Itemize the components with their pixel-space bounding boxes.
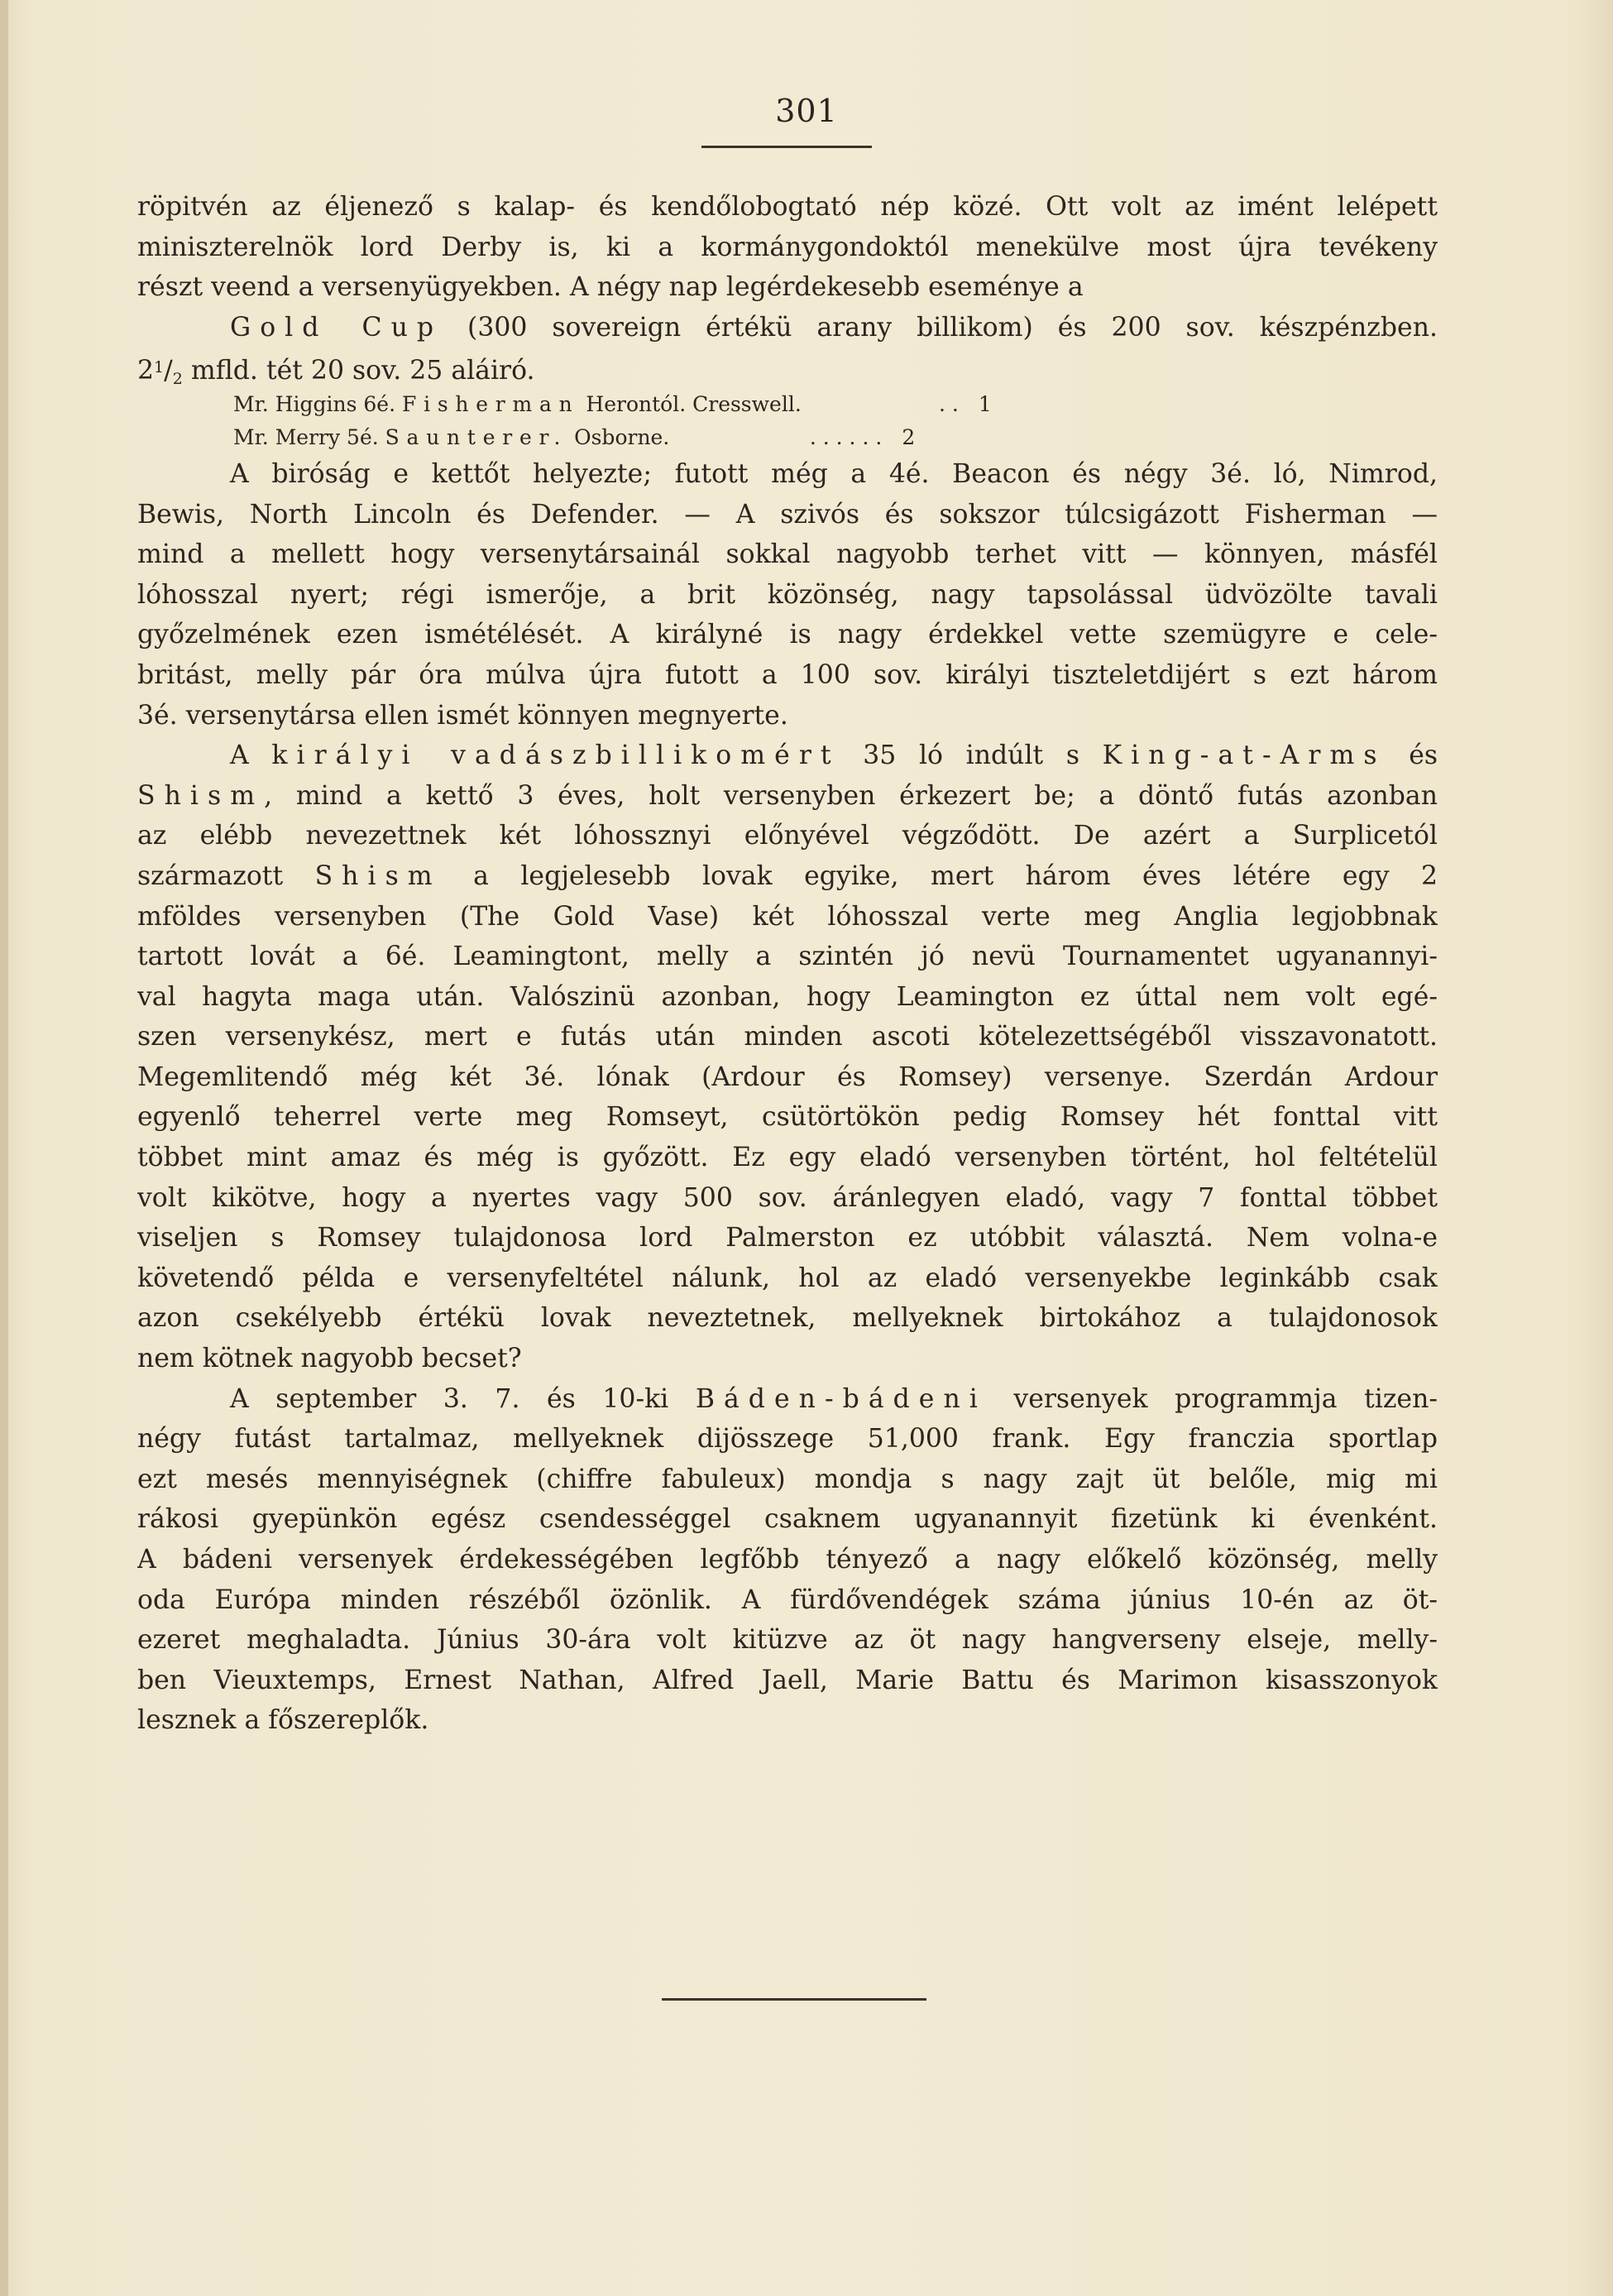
text-line: ezeret meghaladta. Június 30-ára volt kitüzve az öt nagy hangverseny elseje, melly- [137,1625,1438,1656]
text-line: rákosi gyepünkön egész csendességgel csaknem ugyanannyit fizetünk ki évenként. [137,1504,1438,1535]
text-span: mfld. tét 20 sov. 25 aláiró. [182,356,535,386]
text-line: oda Európa minden részéből özönlik. A fürdővendégek száma június 10-én az öt- [137,1584,1438,1615]
fraction-slash: / [164,356,173,386]
text-span: a legjelesebb lovak egyike, mert három éves létére egy 2 [441,860,1438,891]
text-line: Bewis, North Lincoln és Defender. — A szivós és sokszor túlcsigázott Fisherman — [137,499,1438,530]
text-line [137,736,1438,776]
section-end-rule [662,1998,926,2001]
horse-name: Shism [137,780,265,811]
fraction-whole: 2 [137,356,155,386]
text-line: miniszterelnök lord Derby is, ki a kormánygondoktól menekülve most újra tevékeny [137,232,1438,262]
text-line: 3é. versenytársa ellen ismét könnyen megnyerte. [137,700,788,731]
fraction-numerator: 1 [154,358,165,377]
text-span: , mind a kettő 3 éves, holt versenyben érkezert be; a döntő futás azonban [264,780,1438,811]
page-number-rule [701,146,872,148]
horse-name: King-at-Arms [1102,741,1386,771]
text-line: ezt mesés mennyiségnek (chiffre fabuleux) mondja s nagy zajt üt belőle, mig mi [137,1464,1438,1494]
page-number: 301 [775,93,838,129]
result-owner: Mr. Higgins 6é. [233,391,396,416]
text-line: négy futást tartalmaz, mellyeknek dijösszege 51,000 frank. Egy franczia sportlap [137,1424,1438,1455]
text-span: A [230,741,272,771]
result-rest: Herontól. Cresswell. [586,391,802,416]
text-span: (300 sovereign értékü arany billikom) és 200 sov. készpénzben. [443,312,1438,343]
text-line [137,1379,1438,1420]
text-line: britást, melly pár óra múlva újra futott a 100 sov. királyi tiszteletdijért s ezt három [137,659,1438,690]
race-results [137,388,1438,454]
text-line: lesznek a főszereplők. [137,1705,429,1736]
text-line: részt veend a versenyügyekben. A négy nap legérdekesebb eseménye a [137,272,1084,303]
text-line: követendő példa e versenyfeltétel nálunk, hol az eladó versenyekbe leginkább csak [137,1263,1438,1293]
race-name: Gold Cup [230,312,443,343]
result-horse: Saunterer. [385,424,568,449]
result-rest: Osborne. [574,424,670,449]
text-line: azon csekélyebb értékü lovak neveztetnek, mellyeknek birtokához a tulajdonosok [137,1303,1438,1334]
result-leader-dots: . . . . . . [809,424,883,449]
fraction-denominator: 2 [172,370,183,388]
text-line: A bádeni versenyek érdekességében legfőbb tényező a nagy előkelő közönség, melly [137,1545,1438,1575]
text-line [137,348,1438,388]
text-line: lóhosszal nyert; régi ismerője, a brit közönség, nagy tapsolással üdvözölte tavali [137,579,1438,610]
horse-name: Shism [314,860,442,891]
text-line: val hagyta maga után. Valószinü azonban, hogy Leamington ez úttal nem volt egé- [137,981,1438,1012]
body-text [137,187,1438,1741]
text-line: többet mint amaz és még is győzött. Ez egy eladó versenyben történt, hol feltételül [137,1143,1438,1173]
race-name: királyi vadászbillikomért [271,741,840,771]
text-line: röpitvén az éljenező s kalap- és kendőlobogtató nép közé. Ott volt az imént lelépett [137,192,1438,222]
result-place: 1 [978,391,992,416]
text-line: egyenlő teherrel verte meg Romseyt, csütörtökön pedig Romsey hét fonttal vitt [137,1102,1438,1133]
text-line [137,856,1438,897]
text-line: mföldes versenyben (The Gold Vase) két lóhosszal verte meg Anglia legjobbnak [137,901,1438,932]
result-row [137,388,1438,421]
result-row [137,421,1438,454]
text-line: mind a mellett hogy versenytársainál sokkal nagyobb terhet vitt — könnyen, másfél [137,539,1438,570]
text-span: és [1386,741,1438,771]
text-line [137,308,1438,348]
text-line: tartott lovát a 6é. Leamingtont, melly a szintén jó nevü Tournamentet ugyanannyi- [137,942,1438,972]
text-span: versenyek programmja tizen- [986,1383,1438,1414]
result-horse: Fisherman [401,391,580,416]
text-span: származott [137,860,315,891]
result-leader-dots: . . [938,391,959,416]
binding-gutter [0,0,8,2296]
text-line: győzelmének ezen ismétélését. A királyné is nagy érdekkel vette szemügyre e cele- [137,620,1438,650]
result-owner: Mr. Merry 5é. [233,424,379,449]
text-line: volt kikötve, hogy a nyertes vagy 500 sov. áránlegyen eladó, vagy 7 fonttal többet [137,1182,1438,1213]
text-line: szen versenykész, mert e futás után minden ascoti kötelezettségéből visszavonatott. [137,1022,1438,1052]
text-line: viseljen s Romsey tulajdonosa lord Palmerston ez utóbbit választá. Nem volna-e [137,1223,1438,1253]
text-span: A september 3. 7. és 10-ki [230,1383,696,1414]
text-line: A biróság e kettőt helyezte; futott még a 4é. Beacon és négy 3é. ló, Nimrod, [230,458,1438,489]
text-line [137,776,1438,817]
text-line: az elébb nevezettnek két lóhossznyi előnyével végződött. De azért a Surplicetól [137,821,1438,851]
text-span: 35 ló indúlt s [840,741,1103,771]
text-line: nem kötnek nagyobb becset? [137,1344,522,1374]
text-line: ben Vieuxtemps, Ernest Nathan, Alfred Jaell, Marie Battu és Marimon kisasszonyok [137,1665,1438,1695]
place-name: Báden-bádeni [695,1383,987,1414]
text-line: Megemlitendő még két 3é. lónak (Ardour és Romsey) versenye. Szerdán Ardour [137,1062,1438,1092]
result-place: 2 [902,424,916,449]
